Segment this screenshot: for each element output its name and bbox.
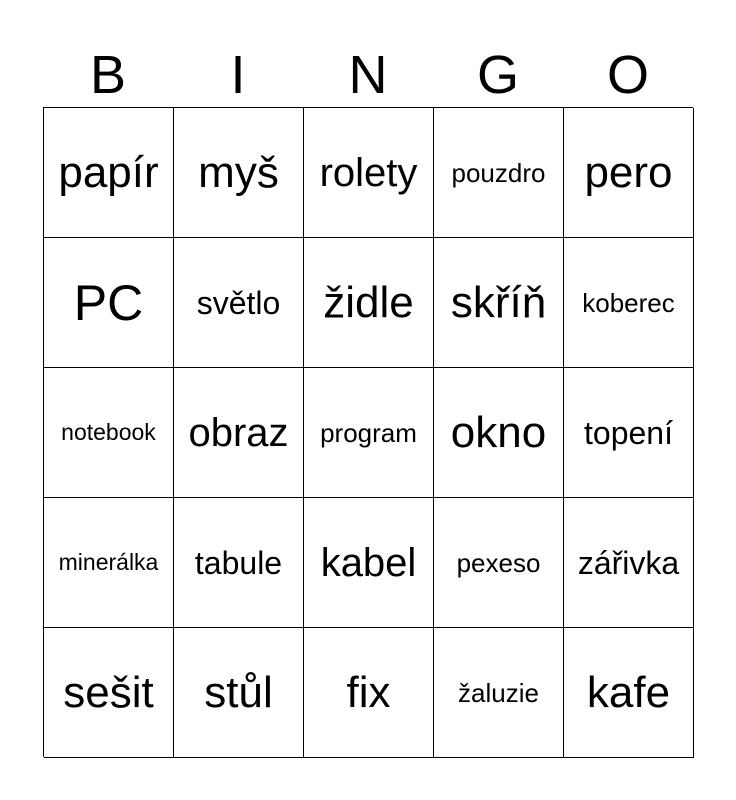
bingo-cell[interactable]: kafe [564, 628, 694, 758]
bingo-cell[interactable]: program [304, 368, 434, 498]
bingo-cell[interactable]: sešit [44, 628, 174, 758]
bingo-board [43, 107, 693, 757]
bingo-cell[interactable]: minerálka [44, 498, 174, 628]
bingo-cell[interactable]: koberec [564, 238, 694, 368]
bingo-cell[interactable]: myš [174, 108, 304, 238]
bingo-cell[interactable]: obraz [174, 368, 304, 498]
header-letter-b: B [89, 45, 127, 105]
bingo-cell[interactable]: kabel [304, 498, 434, 628]
bingo-cell[interactable]: světlo [174, 238, 304, 368]
bingo-cell[interactable]: rolety [304, 108, 434, 238]
bingo-cell[interactable]: skříň [434, 238, 564, 368]
bingo-cell[interactable]: stůl [174, 628, 304, 758]
bingo-cell[interactable]: notebook [44, 368, 174, 498]
bingo-cell[interactable]: zářivka [564, 498, 694, 628]
header-letter-g: G [476, 45, 519, 105]
bingo-cell[interactable]: žaluzie [434, 628, 564, 758]
header-letter-o: O [606, 45, 649, 105]
bingo-cell[interactable]: pexeso [434, 498, 564, 628]
bingo-cell[interactable]: papír [44, 108, 174, 238]
bingo-cell[interactable]: topení [564, 368, 694, 498]
bingo-cell[interactable]: pero [564, 108, 694, 238]
bingo-cell[interactable]: PC [44, 238, 174, 368]
bingo-cell[interactable]: fix [304, 628, 434, 758]
header-letter-n: N [348, 45, 388, 105]
bingo-cell[interactable]: židle [304, 238, 434, 368]
bingo-cell[interactable]: pouzdro [434, 108, 564, 238]
bingo-cell[interactable]: okno [434, 368, 564, 498]
header-letter-i: I [230, 45, 246, 105]
bingo-cell[interactable]: tabule [174, 498, 304, 628]
bingo-header [43, 42, 693, 108]
